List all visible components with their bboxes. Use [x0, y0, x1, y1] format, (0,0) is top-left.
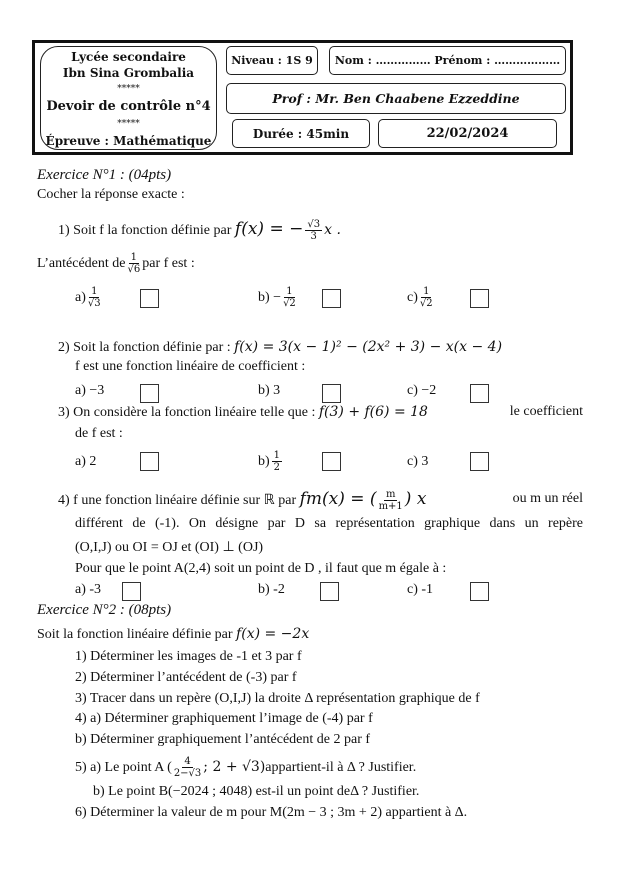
exercise-1-title: Exercice N°1 : (04pts) [37, 167, 172, 183]
checkbox-2c[interactable] [470, 384, 489, 403]
checkbox-1c[interactable] [470, 289, 489, 308]
option-4a: a) -3 [75, 582, 102, 597]
fraction: $\frac{√3}{3}$ [307, 219, 321, 243]
checkbox-3c[interactable] [470, 452, 489, 471]
fraction: $\frac{1}{√6}$ [127, 252, 141, 276]
exercise-2-title: Exercice N°2 : (08pts) [37, 602, 172, 618]
question-1 [58, 216, 341, 244]
checkbox-3b[interactable] [322, 452, 341, 471]
checkbox-4c[interactable] [470, 582, 489, 601]
school-info-box [40, 46, 217, 150]
exercise-2-item-6: 6) Déterminer la valeur de m pour M(2m − 3 ; 3m + 2) appartient à Δ. [75, 805, 468, 820]
separator-stars: ***** [117, 119, 140, 129]
school-name-line1: Lycée secondaire [71, 50, 186, 64]
option-2b: b) 3 [258, 383, 281, 398]
option-1b: b) − $\frac{1}{√2}$ [258, 286, 296, 310]
question-3: 3) On considère la fonction linéaire telle que : f(3) + f(6) = 18 le coefficient [58, 404, 583, 420]
subject: Épreuve : Mathématique [45, 134, 212, 148]
checkbox-4a[interactable] [122, 582, 141, 601]
level-box: Niveau : 1S 9 [226, 46, 318, 75]
checkbox-1a[interactable] [140, 289, 159, 308]
exercise-1-instruction: Cocher la réponse exacte : [37, 187, 185, 202]
option-3b: b) $\frac{1}{2}$ [258, 450, 281, 474]
school-name-line2: Ibn Sina Grombalia [62, 66, 195, 80]
option-1a: a) $\frac{1}{√3}$ [75, 286, 101, 310]
question-4: 4) f une fonction linéaire définie sur ℝ par fm(x) = ( $\frac{m}{m+1}$ ) x ou m un réel [58, 489, 583, 513]
text: par f est : [142, 256, 195, 271]
option-3a: a) 2 [75, 454, 97, 469]
checkbox-1b[interactable] [322, 289, 341, 308]
option-2c: c) −2 [407, 383, 437, 398]
question-2: 2) Soit la fonction définie par : f(x) = 3(x − 1)² − (2x² + 3) − x(x − 4) [58, 339, 503, 355]
option-2a: a) −3 [75, 383, 105, 398]
exercise-2-item-5b: b) Le point B(−2024 ; 4048) est-il un point deΔ ? Justifier. [93, 784, 420, 799]
exam-header [32, 40, 573, 155]
question-4-line4: Pour que le point A(2,4) soit un point de D , il faut que m égale à : [75, 561, 447, 576]
exam-title: Devoir de contrôle n°4 [46, 99, 211, 114]
exercise-2-item-4a: 4) a) Déterminer graphiquement l’image de (-4) par f [75, 711, 373, 726]
separator-stars: ***** [117, 84, 140, 94]
checkbox-2b[interactable] [322, 384, 341, 403]
exercise-2-item-3: 3) Tracer dans un repère (O,I,J) la droite Δ représentation graphique de f [75, 691, 480, 706]
question-3-line2: de f est : [75, 426, 123, 441]
exercise-2-item-1: 1) Déterminer les images de -1 et 3 par f [75, 649, 302, 664]
student-name-field[interactable]: Nom : …………… Prénom : ……………… [329, 46, 566, 75]
option-4b: b) -2 [258, 582, 285, 597]
date-box: 22/02/2024 [378, 119, 557, 148]
option-4c: c) -1 [407, 582, 434, 597]
checkbox-4b[interactable] [320, 582, 339, 601]
exercise-2-intro: Soit la fonction linéaire définie par f(x) = −2x [37, 626, 310, 642]
duration-box: Durée : 45min [232, 119, 370, 148]
question-text: 1) Soit f la fonction définie par [58, 223, 232, 238]
question-4-line2: différent de (-1). On désigne par D sa représentation graphique dans un repère [75, 516, 583, 531]
formula: x . [324, 222, 341, 238]
exercise-2-item-2: 2) Déterminer l’antécédent de (-3) par f [75, 670, 297, 685]
question-1-subtext [37, 251, 195, 277]
exercise-2-item-5a: 5) a) Le point A ( $\frac{4}{2-√3}$ ; 2 + √3)appartient-il à Δ ? Justifier. [75, 756, 417, 780]
question-2-line2: f est une fonction linéaire de coefficient : [75, 359, 306, 374]
checkbox-2a[interactable] [140, 384, 159, 403]
checkbox-3a[interactable] [140, 452, 159, 471]
option-3c: c) 3 [407, 454, 429, 469]
question-4-line3: (O,I,J) ou OI = OJ et (OI) ⊥ (OJ) [75, 540, 264, 555]
exercise-2-item-4b: b) Déterminer graphiquement l’antécédent de 2 par f [75, 732, 371, 747]
text: L’antécédent de [37, 256, 126, 271]
teacher-box: Prof : Mr. Ben Chaabene Ezzeddine [226, 83, 566, 114]
option-1c: c) $\frac{1}{√2}$ [407, 286, 433, 310]
formula: f(x) = − [234, 219, 304, 239]
